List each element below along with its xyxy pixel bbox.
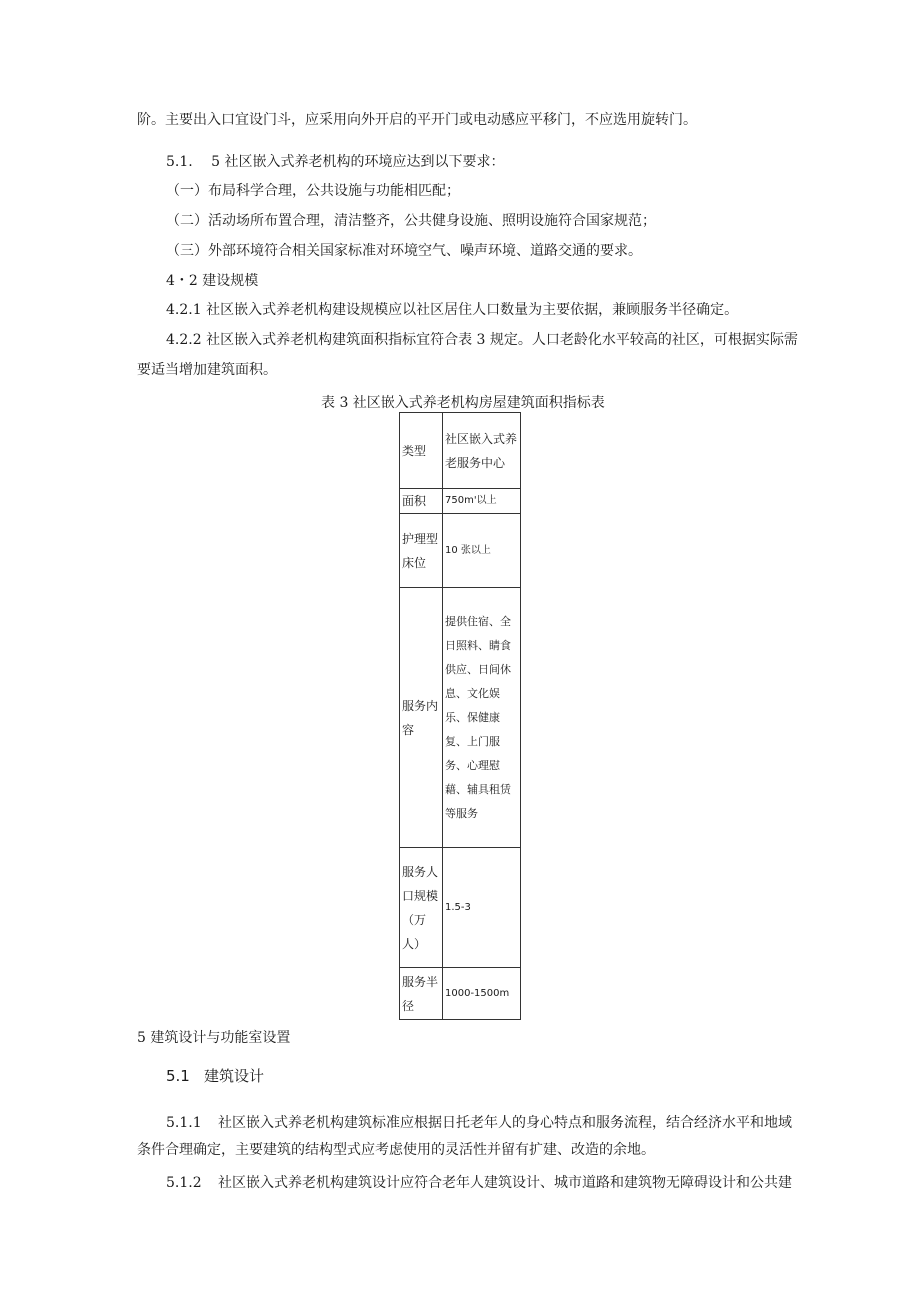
section-5-1-number: 5.1 [166,1067,190,1085]
clause-5-1-1-number: 5.1.1 [166,1115,202,1131]
table-value-cell: 提供住宿、全日照料、睛食供应、日间休息、文化娱乐、保健康复、上门服务、心理慰藉、辅具租赁等服务 [443,588,521,848]
table-caption: 表 3 社区嵌入式养老机构房屋建筑面积指标表 [321,395,605,411]
clause-5-1-5: 5.1. 5 社区嵌入式养老机构的环境应达到以下要求： [166,154,505,170]
table-label-cell: 护理型床位 [400,514,443,588]
clause-4-2-2-line2: 要适当增加建筑面积。 [137,362,277,378]
table-value-cell: 1.5-3 [443,848,521,968]
clause-5-1-2-line1: 社区嵌入式养老机构建筑设计应符合老年人建筑设计、城市道路和建筑物无障碍设计和公共建 [218,1175,792,1191]
clause-5-1-2-number: 5.1.2 [166,1175,202,1191]
list-item-1: （一）布局科学合理，公共设施与功能相匹配； [166,183,460,199]
paragraph-continuation: 阶。主要出入口宜设门斗，应采用向外开启的平开门或电动感应平移门，不应选用旋转门。 [137,112,697,128]
table-header-cell: 类型 [400,413,443,489]
clause-4-2-1: 4.2.1 社区嵌入式养老机构建设规模应以社区居住人口数量为主要依据，兼顾服务半径确定。 [166,302,739,318]
table-row [400,968,521,1020]
table-row [400,588,521,848]
table-value-cell: 1000-1500m [443,968,521,1020]
clause-5-1-1-line1: 社区嵌入式养老机构建筑标准应根据日托老年人的身心特点和服务流程，结合经济水平和地域 [218,1115,792,1131]
table-value-cell: 750m'以上 [443,489,521,514]
table-row [400,514,521,588]
table-label-cell: 面积 [400,489,443,514]
table-label-cell: 服务半径 [400,968,443,1020]
clause-5-1-1-line2: 条件合理确定，主要建筑的结构型式应考虑使用的灵活性并留有扩建、改造的余地。 [137,1142,655,1158]
table-row [400,848,521,968]
clause-4-2-2-line1: 4.2.2 社区嵌入式养老机构建筑面积指标宜符合表 3 规定。人口老龄化水平较高的社区，可根据实际需 [166,332,798,348]
list-item-3: （三）外部环境符合相关国家标准对环境空气、噪声环境、道路交通的要求。 [166,243,642,259]
area-index-table [399,412,521,1020]
table-row [400,413,521,489]
table-row [400,489,521,514]
section-heading-4-2: 4・2 建设规模 [166,273,259,289]
section-5-1-title: 建筑设计 [204,1067,265,1085]
table-header-cell: 社区嵌入式养老服务中心 [443,413,521,489]
table-label-cell: 服务内容 [400,588,443,848]
table-label-cell: 服务人口规模（万人） [400,848,443,968]
chapter-5-title: 5 建筑设计与功能室设置 [137,1030,291,1046]
list-item-2: （二）活动场所布置合理，清洁整齐，公共健身设施、照明设施符合国家规范； [166,213,656,229]
table-value-cell: 10 张以上 [443,514,521,588]
